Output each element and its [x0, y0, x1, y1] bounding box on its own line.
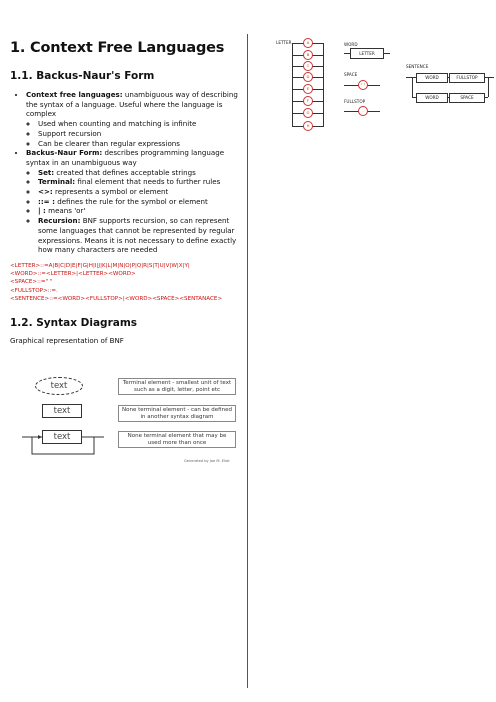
list-item: ◦ Can be clearer than regular expressions: [38, 139, 238, 149]
word-label: WORD: [344, 42, 358, 47]
list-item: ◦ Support recursion: [38, 129, 238, 139]
repeat-shape: text: [42, 430, 82, 444]
column-divider: [247, 34, 248, 688]
word-letter-box: LETTER: [350, 48, 384, 59]
bnf-rule: <SENTENCE>::=<WORD><FULLSTOP>|<WORD><SPACE><SENTANACE>: [10, 295, 223, 302]
nonterminal-shape: text: [42, 404, 82, 418]
section-heading-syntax: 1.2. Syntax Diagrams: [10, 316, 138, 329]
sentence-word-box: WORD: [416, 93, 448, 103]
bnf-rules: [10, 262, 238, 303]
sentence-rail: [488, 77, 489, 97]
term-text: means 'or': [45, 206, 86, 216]
letter-circle: H: [303, 121, 313, 131]
terminal-shape: text: [35, 377, 83, 395]
nonterminal-note: None terminal element - can be defined in another syntax diagram: [118, 405, 236, 422]
list-item: [38, 187, 238, 197]
right-syntax-diagrams: [252, 34, 496, 134]
sentence-rail: [412, 77, 413, 97]
letter-circle: G: [303, 108, 313, 118]
term-label: | :: [38, 206, 46, 216]
letter-circle: A: [303, 38, 313, 48]
space-circle: " ": [358, 80, 368, 90]
bnf-rule: <WORD>::=<LETTER>|<LETTER><WORD>: [10, 271, 136, 278]
term-label: Backus-Naur Form:: [26, 148, 103, 158]
bnf-rule: <LETTER>::=A|B|C|D|E|F|G|H|I|J|K|L|M|N|O|P|Q|R|S|T|U|V|W|X|Y|: [10, 262, 190, 269]
left-column: [10, 40, 238, 355]
letter-circle: E: [303, 84, 313, 94]
term-text: describes programming language syntax in an unambiguous way: [26, 148, 225, 167]
fullstop-circle: .: [358, 106, 368, 116]
syntax-legend: [14, 374, 234, 464]
bullet-list: [10, 90, 238, 255]
letter-circle: B: [303, 50, 313, 60]
list-item: [38, 216, 238, 255]
section-text: Graphical representation of BNF: [10, 335, 124, 345]
list-item: [26, 148, 238, 255]
term-text: BNF supports recursion, so can represent some languages that cannot be represented by regular expressions. Means it is not necessary to define exactly how many characters are needed: [38, 216, 237, 255]
term-text: represents a symbol or element: [52, 187, 169, 197]
term-label: Recursion:: [38, 216, 81, 226]
term-text: defines the rule for the symbol or element: [54, 196, 208, 206]
list-item: [38, 197, 238, 207]
sentence-fullstop-box: FULLSTOP: [449, 73, 485, 83]
sentence-space-box: SPACE: [449, 93, 485, 103]
diagram-credit: Generated by Joe M. Eliot: [184, 459, 230, 463]
repeat-note: None terminal element that may be used more than once: [118, 431, 236, 448]
list-item: [26, 90, 238, 148]
term-text: final element that needs to further rules: [75, 177, 221, 187]
bnf-rule: <SPACE>::=" ": [10, 279, 53, 286]
term-label: Context free languages:: [26, 90, 123, 99]
list-item: ◦ Used when counting and matching is infinite: [38, 119, 238, 129]
sentence-word-box: WORD: [416, 73, 448, 83]
term-text: unambiguous way of describing the syntax of a language. Useful where the language is complex: [26, 90, 238, 119]
letter-circle: C: [303, 61, 313, 71]
terminal-note: Terminal element - smallest unit of text such as a digit, letter, point etc: [118, 378, 236, 395]
letter-label: LETTER: [276, 40, 292, 45]
bnf-rule: <FULLSTOP>::=.: [10, 287, 58, 294]
term-text: created that defines acceptable strings: [54, 167, 196, 177]
list-item: [38, 206, 238, 216]
letter-right-rail: [323, 43, 324, 127]
term-label: Terminal:: [38, 177, 76, 187]
letter-circle: F: [303, 96, 313, 106]
term-label: ::= :: [38, 196, 55, 206]
letter-circle: D: [303, 72, 313, 82]
space-label: SPACE: [344, 72, 358, 77]
section-heading-bnf: 1.1. Backus-Naur's Form: [10, 70, 155, 82]
term-label: Set:: [38, 167, 55, 177]
list-item: [38, 168, 238, 178]
term-label: <>:: [38, 187, 53, 197]
sentence-label: SENTENCE: [406, 64, 429, 69]
list-item: [38, 177, 238, 187]
page-title: 1. Context Free Languages: [10, 40, 225, 56]
fullstop-label: FULLSTOP: [344, 99, 366, 104]
